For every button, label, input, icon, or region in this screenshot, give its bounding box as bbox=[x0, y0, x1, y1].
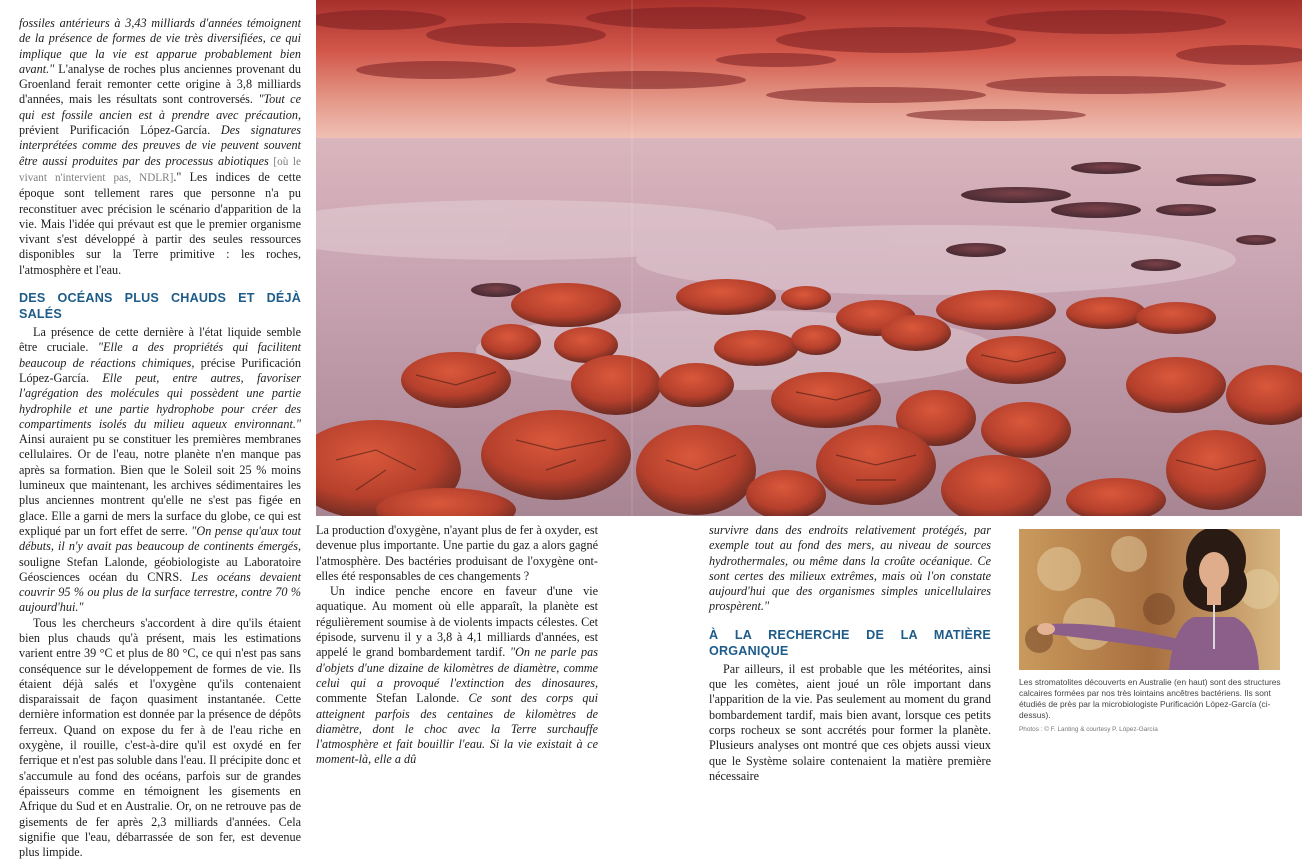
microbiologist-portrait bbox=[1019, 529, 1280, 670]
right-paragraph-1: survivre dans des endroits relativement protégés, par exemple tout au fond des mers, au niveau de sources hydrothermales, ou même dans la croûte océanique. Ce sont certes des milieux extrêmes, mais où l'on constate aujourd'hui que des organismes simples unicellulaires prospèrent." bbox=[709, 523, 991, 614]
left-paragraph-3: Tous les chercheurs s'accordent à dire qu'ils étaient bien plus chauds qu'à présent, mais les estimations varient entre 39 °C et plus de 80 °C, ce qui n'est pas sans conséquence sur le développement de formes de vie. Ils étaient déjà salés et l'oxygène qu'ils contenaient disparaissait de façon quasiment instantanée. Cette dernière information est donnée par la présence de dépôts ferreux. Quand on expose du fer à de l'eau riche en oxygène, il rouille, c'est-à-dire qu'il est oxydé en fer ferrique et n'est pas soluble dans l'eau. Il précipite donc et s'accumule au fond des océans, parfois sur de grandes épaisseurs comme en témoignent les gisements en Afrique du Sud et en Australie. Or, on ne retrouve pas de gisements de fer après 2,3 milliards d'années. Cela signifie que l'eau, débarrassée de son fer, est devenue plus limpide. bbox=[19, 615, 301, 860]
left-column bbox=[19, 16, 301, 860]
middle-paragraph-2: Un indice penche encore en faveur d'une vie aquatique. Au moment où elle apparaît, la planète est régulièrement soumise à de violents impacts célestes. Cet épisode, survenu il y a 3,8 à 4,1 milliards d'années, est appelé le grand bombardement tardif. "On ne parle pas d'objets d'une dizaine de kilomètres de diamètre, comme celui qui a provoqué l'extinction des dinosaures, commente Stefan Lalonde. Ce sont des corps qui atteignent parfois des centaines de kilomètres de diamètre, dont le choc avec la Terre surchauffe l'atmosphère et fait bouillir l'eau. Si la vie existait à ce moment-là, elle a dû bbox=[316, 584, 599, 767]
left-paragraph-1: fossiles antérieurs à 3,43 milliards d'années témoignent de la présence de formes de vie très diversifiées, ce qui implique que la vie est apparue probablement bien avant." L'analyse de roches plus anciennes provenant du Groenland ferait remonter cette origine à 3,8 milliards d'années, mais les résultats sont controversés. "Tout ce qui est fossile ancien est à prendre avec précaution, prévient Purificación López-García. Des signatures interprétées comme des preuves de vie peuvent souvent être aussi produites par des processus abiotiques [où le vivant n'intervient pas, NDLR]." Les indices de cette époque sont tellement rares que personne n'a pu reconstituer avec précision le scénario d'apparition de la vie. Mais l'idée qui prévaut est que le premier organisme vivant s'est développé à partir des seules ressources disponibles sur la Terre primitive : les roches, l'atmosphère et l'eau. bbox=[19, 16, 302, 277]
right-paragraph-2: Par ailleurs, il est probable que les météorites, ainsi que les comètes, aient joué un rôle important dans l'apparition de la vie. Pas seulement au moment du grand bombardement tardif, mais bien avant, lorsque ces petits corps rocheux se sont accrétés pour former la planète. Plusieurs analyses ont montré que ces objets aussi vieux que le Système solaire contenaient la matière première nécessaire bbox=[709, 661, 991, 783]
stromatolites-photo bbox=[316, 0, 1302, 516]
middle-paragraph-1: La production d'oxygène, n'ayant plus de fer à oxyder, est devenue plus importante. Une partie du gaz a alors gagné l'atmosphère. Des bactéries produisant de l'oxygène ont-elles été responsables de ces changements ? bbox=[316, 523, 598, 583]
section-heading-oceans: DES OCÉANS PLUS CHAUDS ET DÉJÀ SALÉS bbox=[19, 291, 301, 322]
photo-caption: Les stromatolites découverts en Australie (en haut) sont des structures calcaires formées par nos très lointains ancêtres bactériens. Ils sont étudiés de près par la microbiologiste Purificación López-García (ci-dessus). bbox=[1019, 677, 1281, 720]
photo-credit: Photos : © F. Lanting & courtesy P. López-García bbox=[1019, 726, 1158, 733]
section-heading-organic-matter: À LA RECHERCHE DE LA MATIÈRE ORGANIQUE bbox=[709, 627, 991, 658]
right-column bbox=[709, 523, 991, 784]
left-paragraph-2: La présence de cette dernière à l'état liquide semble être cruciale. "Elle a des propriétés qui facilitent beaucoup de réactions chimiques, précise Purificación López-García. Elle peut, entre autres, favoriser l'agrégation des molécules qui possèdent une partie hydrophile et une partie hydrophobe pour créer des compartiments isolés du milieu aqueux environnant." Ainsi auraient pu se constituer les premières membranes cellulaires. Or de l'eau, notre planète n'en manque pas après sa formation. Bien que le Soleil soit 25 % moins lumineux que maintenant, les archives sédimentaires les plus anciennes montrent qu'elle ne s'est pas figée en glace. Elle a garni de mers la surface du globe, ce qui est expliqué par un fort effet de serre. "On pense qu'aux tout débuts, il n'y avait pas beaucoup de continents émergés, souligne Stefan Lalonde, géobiologiste au Laboratoire Géosciences océan du CNRS. Les océans devaient couvrir 95 % ou plus de la surface terrestre, contre 70 % aujourd'hui." bbox=[19, 325, 301, 615]
middle-column bbox=[316, 523, 598, 768]
